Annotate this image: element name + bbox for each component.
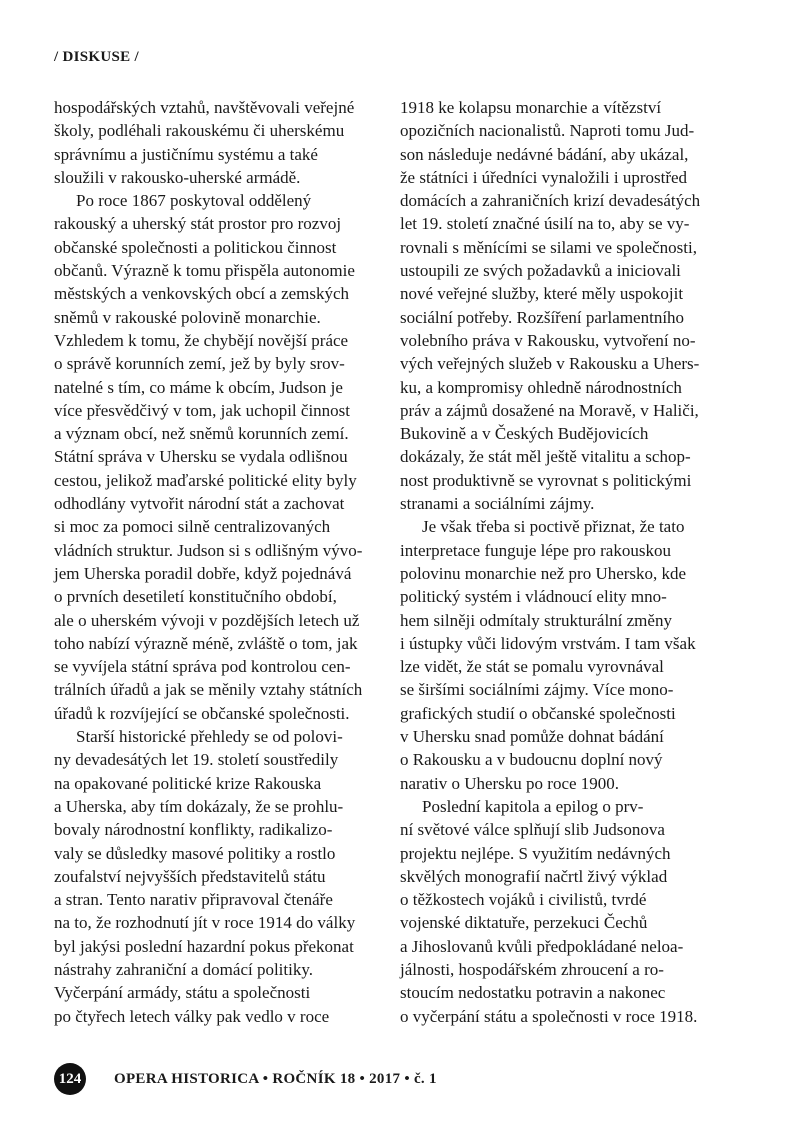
text-line: o Rakousku a v budoucnu doplní nový <box>400 750 663 770</box>
text-line: vých veřejných služeb v Rakousku a Uhers- <box>400 354 700 374</box>
text-line: jálnosti, hospodářském zhroucení a ro- <box>400 959 664 979</box>
text-line: hem silněji odmítaly strukturální změny <box>400 610 672 630</box>
text-line: a význam obcí, než sněmů korunních zemí. <box>54 424 349 444</box>
text-line: práv a zájmů dosažené na Moravě, v Haliči, <box>400 400 699 420</box>
text-line: o správě korunních zemí, jež by byly srov- <box>54 354 345 374</box>
text-line: opozičních nacionalistů. Naproti tomu Jud- <box>400 121 695 141</box>
text-line: více přesvědčivý v tom, jak uchopil činnost <box>54 400 351 420</box>
text-line: Poslední kapitola a epilog o prv- <box>422 796 644 816</box>
right-column <box>400 96 732 1028</box>
text-line: 1918 ke kolapsu monarchie a vítězství <box>400 98 662 117</box>
text-line: grafických studií o občanské společnosti <box>400 703 676 723</box>
text-line: se vyvíjela státní správa pod kontrolou cen- <box>54 657 351 677</box>
text-line: natelné s tím, co máme k obcím, Judson je <box>54 377 343 397</box>
text-line: na opakované politické krize Rakouska <box>54 773 322 793</box>
text-line: interpretace funguje lépe pro rakouskou <box>400 540 671 560</box>
text-line: úřadů k rozvíjející se občanské společnosti. <box>54 703 350 723</box>
text-line: toho nabízí výrazně méně, zvláště o tom, jak <box>54 633 358 653</box>
text-line: rovnali s měnícími se silami ve společnosti, <box>400 237 697 257</box>
text-line: sociální potřeby. Rozšíření parlamentního <box>400 307 685 327</box>
text-line: politický systém i vládnoucí elity mno- <box>400 587 667 607</box>
text-line: o prvních desetiletí konstitučního období, <box>54 587 337 607</box>
text-line: ny devadesátých let 19. století soustředily <box>54 750 339 770</box>
text-line: valy se důsledky masové politiky a rostlo <box>54 843 336 863</box>
page-number: 124 <box>54 1063 86 1095</box>
text-line: a Uherska, aby tím dokázaly, že se prohlu- <box>54 796 344 816</box>
page-footer <box>54 1062 437 1096</box>
text-line: ustoupili ze svých požadavků a iniciovali <box>400 261 681 281</box>
text-line: občanů. Výrazně k tomu přispěla autonomie <box>54 261 355 281</box>
text-line: vojenské diktatuře, perzekuci Čechů <box>400 913 648 933</box>
text-line: let 19. století značné úsilí na to, aby se vy- <box>400 214 690 234</box>
text-line: správnímu a justičnímu systému a také <box>54 144 318 164</box>
text-line: občanské společnosti a politickou činnost <box>54 237 337 257</box>
text-line: bovaly národnostní konflikty, radikalizo- <box>54 820 333 840</box>
text-line: polovinu monarchie než pro Uhersko, kde <box>400 563 687 583</box>
text-line: Po roce 1867 poskytoval oddělený <box>76 191 312 211</box>
text-line: Státní správa v Uhersku se vydala odlišnou <box>54 447 348 467</box>
section-label: / DISKUSE / <box>54 49 139 65</box>
text-line: lze vidět, že stát se pomalu vyrovnával <box>400 657 664 677</box>
text-line: trálních úřadů a jak se měnily vztahy státních <box>54 680 363 700</box>
text-line: sněmů v rakouské polovině monarchie. <box>54 307 321 327</box>
text-line: son následuje nedávné bádání, aby ukázal, <box>400 144 689 164</box>
text-line: byl jakýsi poslední hazardní pokus překonat <box>54 936 354 956</box>
text-line: projektu nejlépe. S využitím nedávných <box>400 843 671 863</box>
text-line: sloužili v rakousko-uherské armádě. <box>54 167 301 187</box>
text-line: narativ o Uhersku po roce 1900. <box>400 773 620 793</box>
text-line: v Uhersku snad pomůže dohnat bádání <box>400 727 664 747</box>
text-line: Vzhledem k tomu, že chybějí novější práce <box>54 330 349 350</box>
text-line: jem Uherska poradil dobře, když pojednává <box>54 563 352 583</box>
text-line: rakouský a uherský stát prostor pro rozvoj <box>54 214 342 234</box>
text-line: cestou, jelikož maďarské politické elity byly <box>54 470 357 490</box>
text-line: vládních struktur. Judson si s odlišným vývo- <box>54 540 363 560</box>
text-line: hospodářských vztahů, navštěvovali veřejné <box>54 98 355 117</box>
text-line: a Jihoslovanů kvůli předpokládané neloa- <box>400 936 684 956</box>
paragraph <box>54 96 386 189</box>
text-line: i ústupky vůči lidovým vrstvám. I tam však <box>400 633 696 653</box>
journal-title: OPERA HISTORICA • ROČNÍK 18 • 2017 • č. 1 <box>114 1070 437 1087</box>
text-line: po čtyřech letech války pak vedlo v roce <box>54 1006 330 1026</box>
text-line: nástrahy zahraniční a domácí politiky. <box>54 959 314 979</box>
text-line: ale o uherském vývoji v pozdějších letech už <box>54 610 360 630</box>
text-line: ní světové válce splňují slib Judsonova <box>400 820 665 840</box>
text-line: že státníci i úředníci vynaložili i uprostřed <box>400 167 688 187</box>
text-line: skvělých monografií načrtl živý výklad <box>400 866 668 886</box>
paragraph <box>400 515 732 795</box>
text-line: městských a venkovských obcí a zemských <box>54 284 350 304</box>
text-line: Starší historické přehledy se od polovi- <box>76 727 343 747</box>
text-line: odhodlány vytvořit národní stát a zachovat <box>54 494 345 514</box>
text-line: zoufalství nejvyšších představitelů státu <box>54 866 326 886</box>
text-line: o těžkostech vojáků i civilistů, tvrdé <box>400 890 647 910</box>
paragraph <box>400 795 732 1028</box>
text-line: volebního práva v Rakousku, vytvoření no- <box>400 330 696 350</box>
text-line: nost produktivně se vyrovnat s politickými <box>400 470 692 490</box>
text-line: o vyčerpání státu a společnosti v roce 1918. <box>400 1006 698 1026</box>
text-line: a stran. Tento narativ připravoval čtenáře <box>54 890 333 910</box>
text-line: dokázaly, že stát měl ještě vitalitu a schop- <box>400 447 691 467</box>
text-line: si moc za pomoci silně centralizovaných <box>54 517 331 537</box>
text-line: domácích a zahraničních krizí devadesátých <box>400 191 701 211</box>
text-line: nové veřejné služby, které měly uspokojit <box>400 284 684 304</box>
paragraph <box>400 96 732 515</box>
paragraph <box>54 725 386 1028</box>
left-column <box>54 96 386 1028</box>
text-line: školy, podléhali rakouskému či uherskému <box>54 121 345 141</box>
text-line: stoucím nedostatku potravin a nakonec <box>400 983 666 1003</box>
text-line: ku, a kompromisy ohledně národnostních <box>400 377 682 397</box>
text-line: na to, že rozhodnutí jít v roce 1914 do války <box>54 913 356 933</box>
text-line: Je však třeba si poctivě přiznat, že tato <box>422 517 685 537</box>
text-line: se širšími sociálními zájmy. Více mono- <box>400 680 674 700</box>
text-line: stranami a sociálními zájmy. <box>400 494 595 514</box>
text-line: Bukovině a v Českých Budějovicích <box>400 424 649 444</box>
paragraph <box>54 189 386 725</box>
text-line: Vyčerpání armády, státu a společnosti <box>54 983 311 1003</box>
